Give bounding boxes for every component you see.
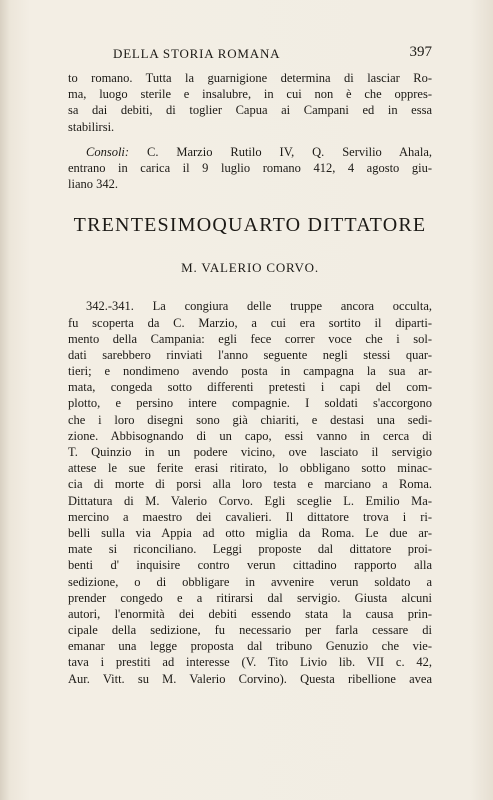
- text-line: attese le sue ferite erasi ritirato, lo obbligano sotto minac-: [68, 461, 432, 476]
- text-line: cia di morte di porsi alla loro testa e marciano a Roma.: [68, 477, 432, 492]
- page-body: [68, 70, 432, 687]
- consoli-label: Consoli:: [86, 144, 130, 159]
- text-line: ma, luogo sterile e insalubre, in cui non è che oppres-: [68, 87, 432, 102]
- text-line: belli sulla via Appia ad otto miglia da Roma. Le due ar-: [68, 525, 432, 540]
- chapter-title: TRENTESIMOQUARTO DITTATORE: [73, 214, 427, 237]
- text-line: autori, l'enormità dei debiti essendo stata la causa prin-: [68, 606, 432, 621]
- text-line: Aur. Vitt. su M. Valerio Corvino). Questa ribellione avea: [68, 671, 432, 686]
- page-header: [68, 46, 432, 66]
- text-line: benti d' inquisire contro verun cittadino rapporto alla: [68, 558, 432, 573]
- text-line: mate si riconciliano. Leggi proposte dal dittatore proi-: [68, 542, 432, 557]
- running-title: DELLA STORIA ROMANA: [113, 46, 281, 61]
- consoli-paragraph: [68, 144, 432, 193]
- text-line: emanar una legge proposta dal tribuno Genuzio che vie-: [68, 639, 432, 654]
- consoli-names: C. Marzio Rutilo IV, Q. Servilio Ahala,: [146, 144, 432, 159]
- page-number: 397: [409, 44, 432, 60]
- text-line: mercino a maestro dei cavalieri. Il dittatore trova i ri-: [68, 509, 432, 524]
- text-line: entrano in carica il 9 luglio romano 412, 4 agosto giu-: [68, 160, 432, 175]
- text-line: plotto, e persino intere compagnie. I soldati s'accorgono: [68, 396, 432, 411]
- text-line: che i loro disegni sono già chiariti, e destasi una sedi-: [68, 412, 432, 427]
- text-line: tieri; e nondimeno avendo posta in campagna la sua ar-: [68, 364, 432, 379]
- text-line: zione. Abbisognando di un capo, essi vanno in cerca di: [68, 428, 432, 443]
- intro-paragraph: [68, 70, 432, 135]
- text-line: Dittatura di M. Valerio Corvo. Egli sceglie L. Emilio Ma-: [68, 493, 432, 508]
- text-line: fu scoperta da C. Marzio, a cui era sortito il diparti-: [68, 315, 432, 330]
- main-paragraph: [68, 298, 432, 687]
- text-line: 342.-341. La congiura delle truppe ancora occulta,: [86, 299, 432, 314]
- text-line: liano 342.: [68, 177, 118, 192]
- text-line: cipale della sedizione, fu necessario per farla cessare di: [68, 623, 432, 638]
- text-line: sedizione, o di obbligare in avvenire verun soldato a: [68, 574, 432, 589]
- text-line: mento della Campania: egli fece correr voce che i sol-: [68, 331, 432, 346]
- text-line: to romano. Tutta la guarnigione determina di lasciar Ro-: [68, 71, 432, 85]
- text-line: T. Quinzio in un podere vicino, ove lasciato il servigio: [68, 445, 432, 459]
- dictator-name: M. VALERIO CORVO.: [181, 260, 319, 276]
- text-line: mata, congeda sotto differenti pretesti i capi del com-: [68, 380, 432, 395]
- text-line: stabilirsi.: [68, 119, 115, 134]
- consoli-first-line: [68, 144, 432, 160]
- text-line: sa dai debiti, di toglier Capua ai Campani ed in essa: [68, 103, 432, 118]
- text-line: tava i prestiti ad interesse (V. Tito Livio lib. VII c. 42,: [68, 655, 432, 670]
- text-line: dati sarebbero rinviati l'anno seguente negli stessi quar-: [68, 347, 432, 362]
- text-line: prender congedo e a ritirarsi dal servigio. Giusta alcuni: [68, 590, 432, 605]
